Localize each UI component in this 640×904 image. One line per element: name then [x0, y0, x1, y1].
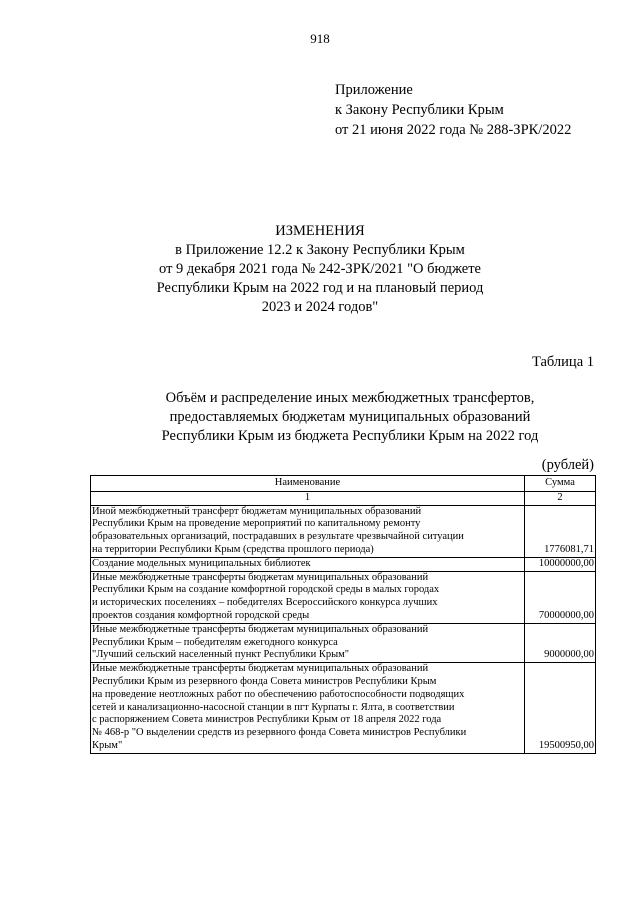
row-name-line: Республики Крым на создание комфортной городской среды в малых городах	[92, 584, 440, 596]
row-sum: 10000000,00	[525, 557, 596, 571]
changes-title-line: в Приложение 12.2 к Закону Республики Крым	[175, 242, 465, 258]
table-row	[91, 623, 596, 662]
column-number-row	[91, 491, 596, 505]
table-row	[91, 505, 596, 557]
table-header-row	[91, 476, 596, 492]
column-number: 2	[525, 491, 596, 505]
row-name	[91, 571, 525, 623]
table-row	[91, 571, 596, 623]
row-sum: 70000000,00	[525, 571, 596, 623]
row-name-line: Республики Крым на проведение мероприятий по капитальному ремонту	[92, 518, 421, 530]
row-name-line: сетей и канализационно-насосной станции в пгт Курпаты г. Ялта, в соответствии	[92, 701, 455, 713]
row-name-line: и исторических поселениях – победителях Всероссийского конкурса лучших	[92, 597, 438, 609]
row-name-line: Республики Крым – победителям ежегодного конкурса	[92, 636, 338, 648]
row-name	[91, 663, 525, 754]
units-label: (рублей)	[541, 457, 594, 473]
row-name	[91, 505, 525, 557]
transfers-table	[90, 475, 596, 754]
row-name	[91, 623, 525, 662]
changes-title-line: Республики Крым на 2022 год и на плановый период	[156, 280, 484, 296]
table-title-line: предоставляемых бюджетам муниципальных образований	[169, 409, 531, 425]
row-name-line: Иные межбюджетные трансферты бюджетам муниципальных образований	[92, 571, 429, 583]
row-name-line: Республики Крым из резервного фонда Совета министров Республики Крым	[92, 675, 437, 687]
row-name-line: на территории Республики Крым (средства прошлого периода)	[92, 543, 374, 555]
table-title-line: Республики Крым из бюджета Республики Крым на 2022 год	[161, 428, 539, 444]
appendix-line: от 21 июня 2022 года № 288-ЗРК/2022	[335, 122, 572, 138]
row-name-line: Крым"	[92, 739, 123, 751]
row-name-line: Создание модельных муниципальных библиотек	[92, 557, 311, 569]
appendix-reference	[335, 80, 571, 140]
appendix-line: Приложение	[335, 82, 413, 98]
row-sum: 9000000,00	[525, 623, 596, 662]
row-name-line: на проведение неотложных работ по обеспечению работоспособности подводящих	[92, 688, 465, 700]
table-title-line: Объём и распределение иных межбюджетных трансфертов,	[165, 390, 535, 406]
row-name-line: проектов создания комфортной городской среды	[92, 609, 310, 621]
row-name-line: Иной межбюджетный трансферт бюджетам муниципальных образований	[92, 505, 422, 517]
table-row	[91, 557, 596, 571]
column-number: 1	[91, 491, 525, 505]
row-name-line: Иные межбюджетные трансферты бюджетам муниципальных образований	[92, 663, 429, 675]
row-sum: 1776081,71	[525, 505, 596, 557]
page-number: 918	[310, 31, 330, 46]
appendix-line: к Закону Республики Крым	[335, 102, 504, 118]
table-row	[91, 663, 596, 754]
changes-title-line: ИЗМЕНЕНИЯ	[275, 223, 365, 239]
table-title	[0, 389, 640, 446]
row-name-line: образовательных организаций, пострадавших в результате чрезвычайной ситуации	[92, 531, 464, 543]
header-name: Наименование	[91, 476, 525, 492]
changes-title	[0, 222, 640, 317]
header-sum: Сумма	[525, 476, 596, 492]
row-name-line: Иные межбюджетные трансферты бюджетам муниципальных образований	[92, 623, 429, 635]
row-name-line: № 468-р "О выделении средств из резервного фонда Совета министров Республики	[92, 727, 467, 739]
row-name-line: "Лучший сельский населенный пункт Республики Крым"	[92, 649, 350, 661]
changes-title-line: 2023 и 2024 годов"	[261, 299, 379, 315]
row-name	[91, 557, 525, 571]
row-name-line: с распоряжением Совета министров Республики Крым от 18 апреля 2022 года	[92, 714, 442, 726]
table-caption: Таблица 1	[531, 354, 594, 370]
row-sum: 19500950,00	[525, 663, 596, 754]
changes-title-line: от 9 декабря 2021 года № 242-ЗРК/2021 "О бюджете	[159, 261, 481, 277]
